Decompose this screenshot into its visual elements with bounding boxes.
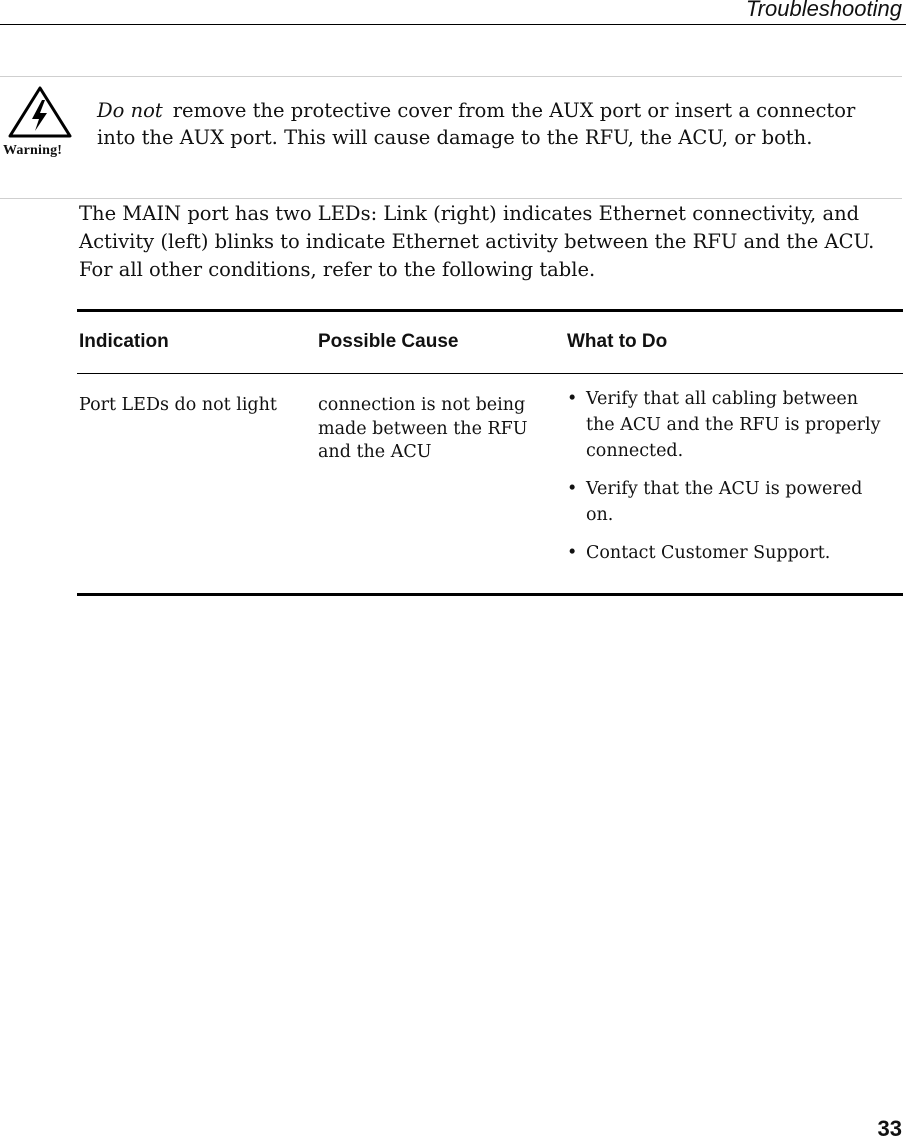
page-header-title: Troubleshooting [745,0,902,21]
table-bottom-rule [77,593,903,596]
column-header-what-to-do: What to Do [567,331,668,352]
warning-bottom-rule [0,198,902,199]
high-voltage-warning-icon [8,86,72,138]
warning-body: remove the protective cover from the AUX port or insert a connector into the AUX port. This will cause damage to the RFU, the ACU, or both. [97,99,856,149]
action-text: Contact Customer Support. [586,543,831,563]
intro-line: The MAIN port has two LEDs: Link (right) indicates Ethernet connectivity, and [79,202,860,225]
action-text: Verify that all cabling between the ACU and the RFU is properly connected. [586,389,881,461]
warning-message [97,97,897,151]
bullet-icon: • [567,479,578,499]
intro-line: Activity (left) blinks to indicate Ethernet activity between the RFU and the ACU. [79,230,875,253]
action-list-item [567,386,887,464]
table-cell-possible-cause: connection is not being made between the RFU and the ACU [318,395,528,462]
table-header-rule [77,373,903,374]
action-list-item [567,540,887,566]
warning-emphasis: Do not [97,99,163,122]
table-cell-indication: Port LEDs do not light [79,395,277,415]
table-top-rule [77,309,903,312]
bullet-icon: • [567,543,578,563]
warning-label: Warning! [3,143,63,158]
intro-line: For all other conditions, refer to the following table. [79,258,596,281]
action-list-item [567,476,887,528]
header-rule [0,24,906,25]
column-header-indication: Indication [79,331,169,352]
action-text: Verify that the ACU is powered on. [586,479,863,525]
column-header-possible-cause: Possible Cause [318,331,459,352]
warning-top-rule [0,76,902,77]
table-cell-what-to-do [567,386,887,578]
intro-paragraph [79,200,903,284]
bullet-icon: • [567,389,578,409]
page-number: 33 [877,1116,902,1139]
